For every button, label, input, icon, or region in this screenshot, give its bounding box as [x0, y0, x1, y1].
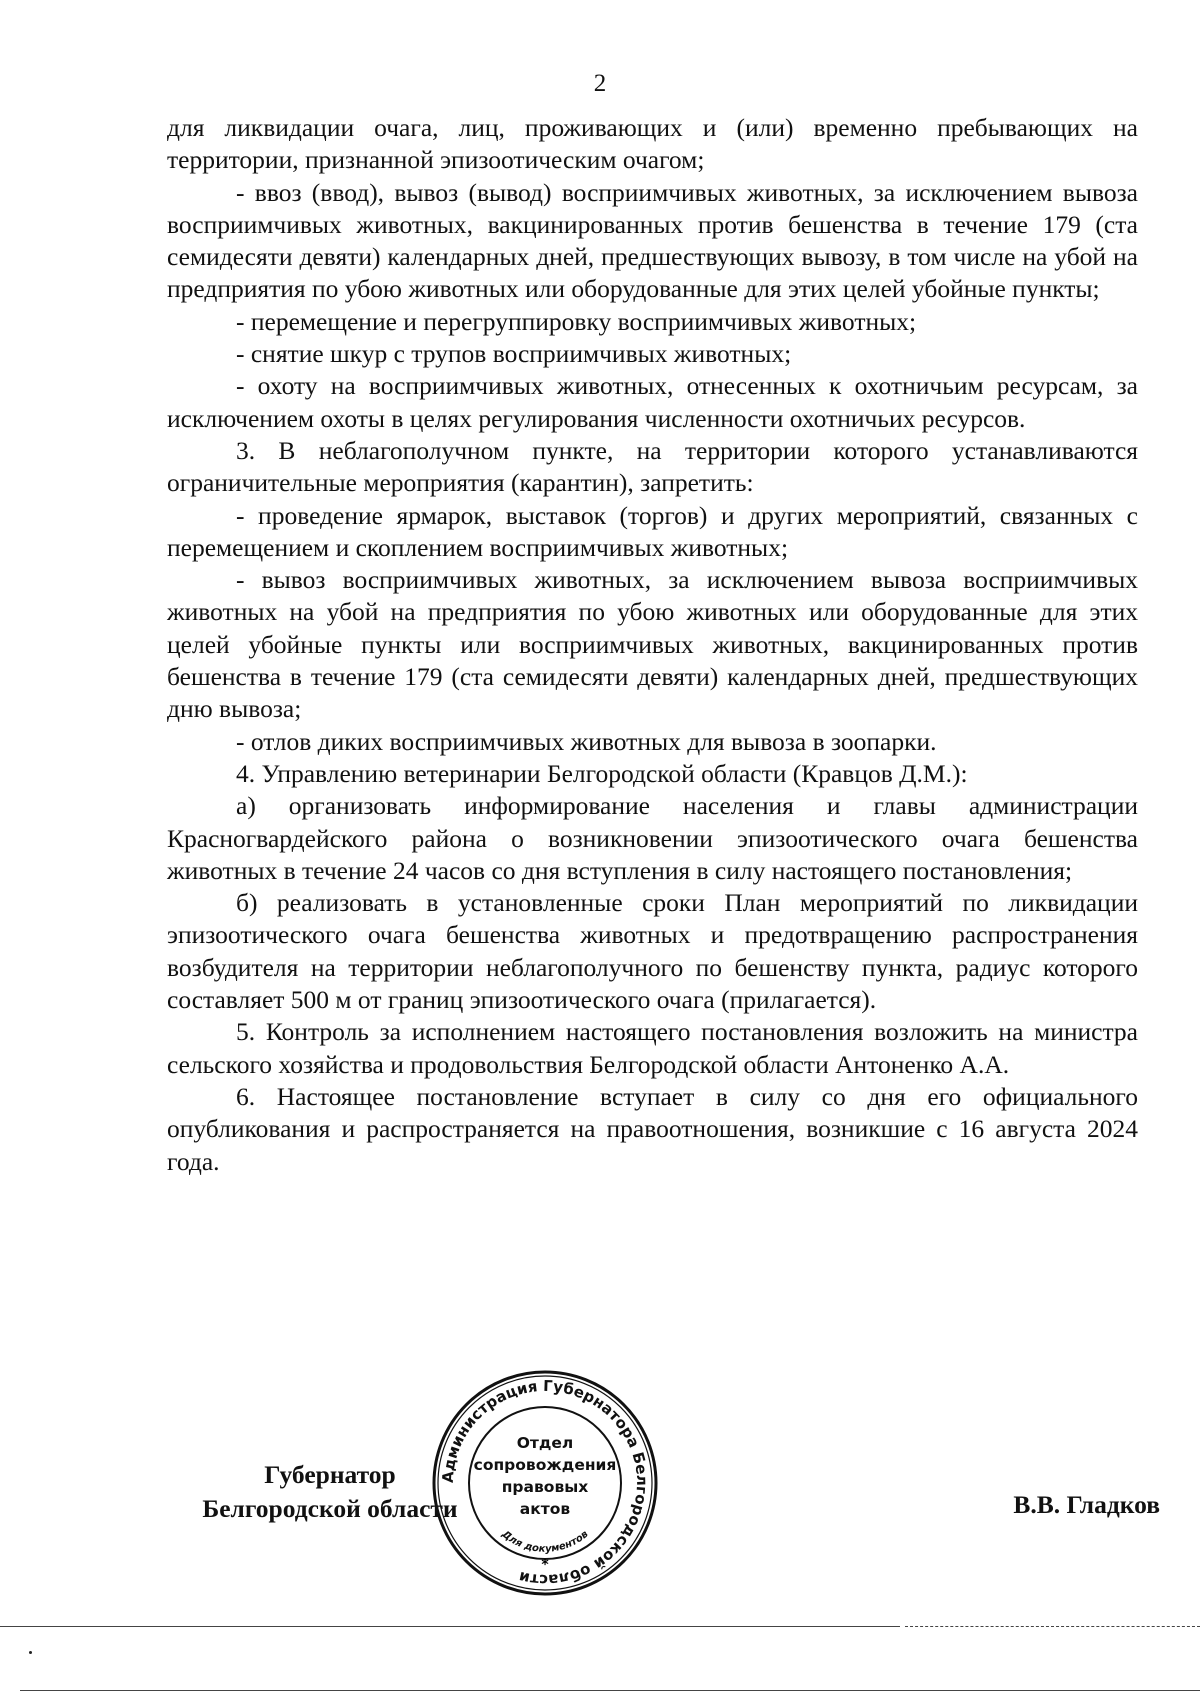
paragraph: для ликвидации очага, лиц, проживающих и (или) временно пребывающих на территории, признанной эпизоотическим очагом; [167, 113, 1138, 175]
paragraph: - охоту на восприимчивых животных, отнесенных к охотничьим ресурсам, за исключением охоты в целях регулирования численности охотничьих ресурсов. [167, 371, 1138, 433]
official-seal [430, 1368, 660, 1598]
scan-speck [29, 1651, 32, 1654]
paragraph: б) реализовать в установленные сроки План мероприятий по ликвидации эпизоотического очага бешенства животных и предотвращению распространения возбудителя на территории неблагополучного по бешенству пункта, радиус которого составляет 500 м от границ эпизоотического очага (прилагается). [167, 888, 1138, 1015]
scan-border-line [905, 1626, 1200, 1627]
signatory-name: В.В. Гладков [1013, 1490, 1160, 1519]
seal-star: * [541, 1557, 549, 1573]
seal-bottom-text: Для документов [499, 1528, 591, 1555]
signatory-title-line2: Белгородской области [202, 1494, 458, 1523]
paragraph: - снятие шкур с трупов восприимчивых животных; [236, 339, 792, 369]
scan-border-line [0, 1626, 900, 1627]
paragraph: - ввоз (ввод), вывоз (вывод) восприимчивых животных, за исключением вывоза восприимчивых животных, вакцинированных против бешенства в течение 179 (ста семидесяти девяти) календарных дней, предшествующих вывозу, в том числе на убой на предприятия по убою животных или оборудованные для этих целей убойные пункты; [167, 177, 1138, 304]
paragraph: 4. Управлению ветеринарии Белгородской области (Кравцов Д.М.): [236, 758, 968, 788]
paragraph: - вывоз восприимчивых животных, за исключением вывоза восприимчивых животных на убой на предприятия по убою животных или оборудованные для этих целей убойные пункты или восприимчивых животных, вакцинированных против бешенства в течение 179 (ста семидесяти девяти) календарных дней, предшествующих дню вывоза; [167, 565, 1138, 724]
paragraph: 3. В неблагополучном пункте, на территории которого устанавливаются ограничительные мероприятия (карантин), запретить: [167, 435, 1138, 498]
paragraph: - проведение ярмарок, выставок (торгов) и других мероприятий, связанных с перемещением и скоплением восприимчивых животных; [167, 500, 1138, 562]
seal-outer-text: Администрация Губернатора Белгородской области [438, 1376, 652, 1590]
page-number: 2 [593, 70, 607, 97]
seal-inner-line-3: правовых [501, 1478, 589, 1496]
paragraph: 5. Контроль за исполнением настоящего постановления возложить на министра сельского хозяйства и продовольствия Белгородской области Антоненко А.А. [167, 1017, 1138, 1079]
paragraph: 6. Настоящее постановление вступает в силу со дня его официального опубликования и распространяется на правоотношения, возникшие с 16 августа 2024 года. [167, 1081, 1138, 1176]
scan-border-line [20, 1690, 1200, 1691]
seal-inner-line-1: Отдел [516, 1434, 574, 1452]
paragraph: - перемещение и перегруппировку восприимчивых животных; [236, 306, 917, 336]
document-body [167, 112, 1138, 1178]
paragraph: - отлов диких восприимчивых животных для вывоза в зоопарки. [236, 726, 937, 756]
seal-inner-line-4: актов [519, 1500, 571, 1518]
signatory-title-line1: Губернатор [264, 1460, 396, 1489]
paragraph: а) организовать информирование населения и главы администрации Красногвардейского района о возникновении эпизоотического очага бешенства животных в течение 24 часов со дня вступления в силу настоящего постановления; [167, 791, 1138, 885]
seal-inner-line-2: сопровождения [473, 1456, 617, 1474]
